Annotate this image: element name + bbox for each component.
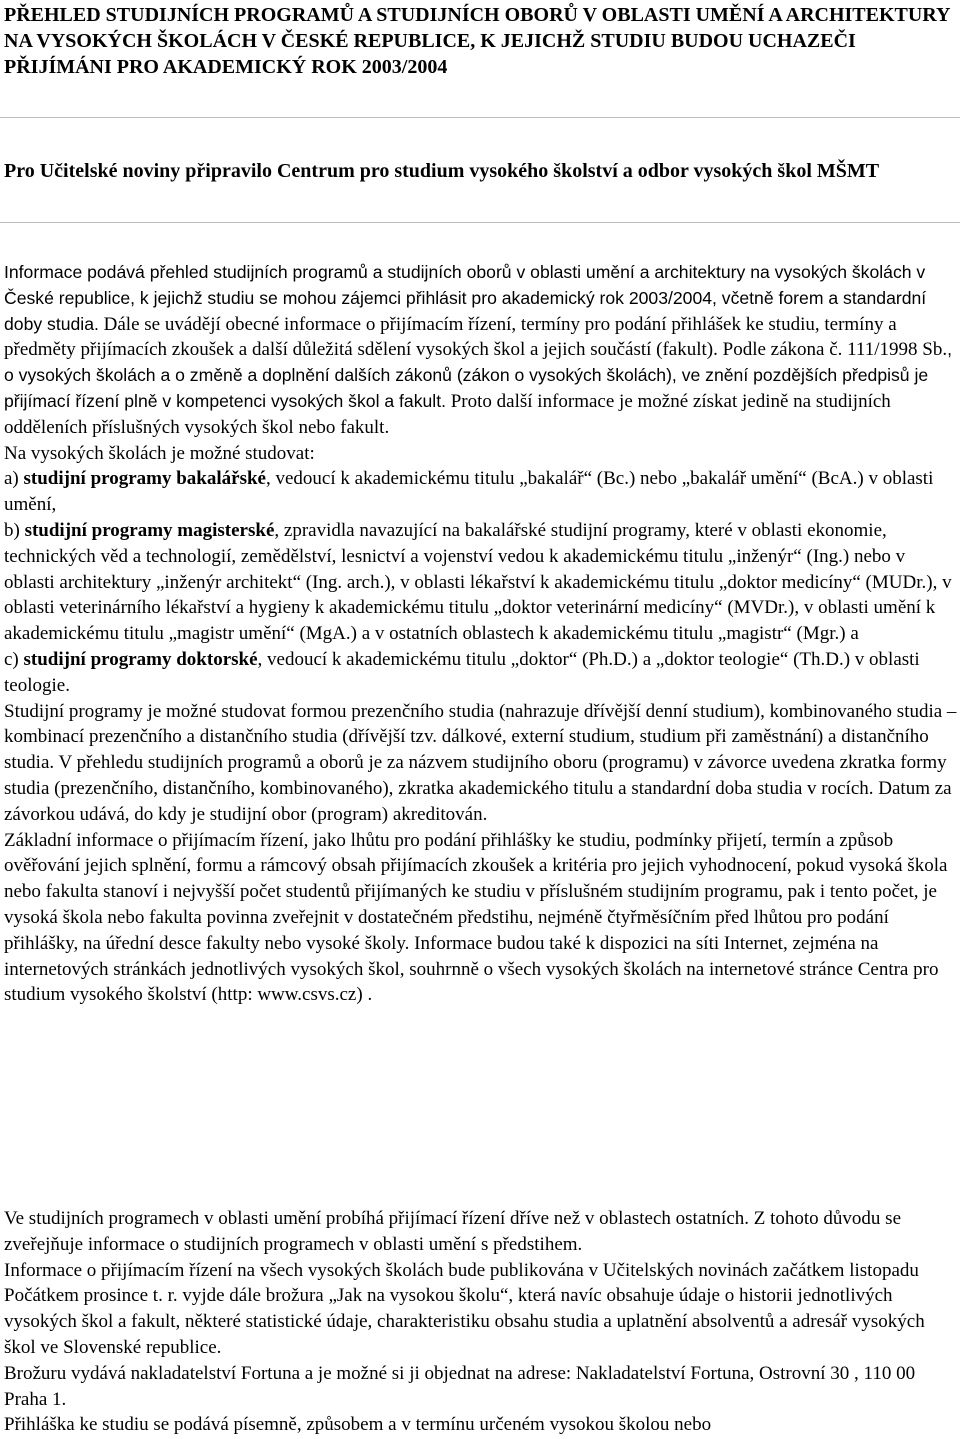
- brochure-order-paragraph: Brožuru vydává nakladatelství Fortuna a je možné si ji objednat na adrese: Nakladatelství Fortuna, Ostrovní 30 , 110 00 Praha 1.: [4, 1362, 916, 1410]
- list-marker: a): [4, 468, 24, 490]
- program-type-doctoral: studijní programy doktorské: [23, 648, 258, 670]
- list-item-master: [4, 518, 960, 647]
- list-marker: b): [4, 519, 25, 541]
- study-forms-text: Studijní programy je možné studovat formou prezenčního studia (nahrazuje dřívější denní studium), kombinovaného studia – kombinací prezenčního a distančního studia (dřívější tzv. dálkové, externí studium, studium při zaměstnání) a distančního studia.: [4, 700, 957, 774]
- list-item-text: , zpravidla navazující na bakalářské studijní programy, které v oblasti ekonomie, technických věd a technologií, zemědělství, lesnictví a vojenství vedou k akademickému titulu „inženýr“ (Ing.) nebo v oblasti architektury „inženýr architekt“ (Ing. arch.), v oblasti lékařství k akademickému titulu „doktor medicíny“ (MUDr.), v oblasti veterinárního lékařství a hygieny k akademickému titulu „doktor veterinární medicíny“ (MVDr.), v oblasti umění k akademickému titulu „magistr umění“ (MgA.) a v ostatních oblastech k akademickému titulu „magistr“ (Mgr.) a: [4, 519, 952, 645]
- intro-text: Proto další informace je možné získat jedině na studijních odděleních příslušných vysokých škol nebo fakult.: [4, 390, 891, 438]
- art-admission-paragraph: Ve studijních programech v oblasti umění probíhá přijímací řízení dříve než v oblastech ostatních. Z tohoto důvodu se zveřejňuje informace o studijních programech v oblasti umění s předstihem.: [4, 1208, 901, 1255]
- study-forms-paragraph: [4, 699, 960, 828]
- study-forms-text: V přehledu studijních programů a oborů je za názvem studijního oboru (programu) v závorce uvedena zkratka formy studia (prezenčního, distančního, kombinovaného), zkratka akademického titulu a standardní doba studia v rocích. Datum za závorkou udává, do kdy je studijní obor (program) akreditován.: [4, 752, 952, 825]
- program-type-bachelor: studijní programy bakalářské: [23, 468, 266, 490]
- intro-text-sans: Informace podává přehled studijních programů a studijních oborů v oblasti umění a architektury na vysokých školách v České republice, k jejichž studiu se mohou zájemci přihlásit pro akademický rok 2003/2004, včetně forem a standardní doby studia.: [4, 262, 927, 334]
- document-title: PŘEHLED STUDIJNÍCH PROGRAMŮ A STUDIJNÍCH OBORŮ V OBLASTI UMĚNÍ A ARCHITEKTURY NA VYSOKÝCH ŠKOLÁCH V ČESKÉ REPUBLICE, K JEJICHŽ STUDIU BUDOU UCHAZEČI PŘIJÍMÁNI PRO AKADEMICKÝ ROK 2003/2004: [4, 4, 950, 78]
- divider: [0, 117, 960, 118]
- document-body: [4, 260, 960, 1008]
- intro-text: Dále se uvádějí obecné informace o přijímacím řízení, termíny pro podání přihlášek ke studiu, termíny a předměty přijímacích zkoušek a další důležitá sdělení vysokých škol a jejich součástí (fakult). Podle zákona č. 111/1998 Sb.: [4, 313, 948, 361]
- admission-text: Základní informace o přijímacím řízení, jako lhůtu pro podání přihlášky ke studiu, podmínky přijetí, termín a způsob ověřování jejich splnění, formu a rámcový obsah přijímacích zkoušek a kritéria pro jejich vyhodnocení, pokud vysoká škola nebo fakulta stanoví i nejvyšší počet studentů přijímaných ke studiu v příslušném studijním programu, pak i tento počet, je vysoká škola nebo fakulta povinna zveřejnit v dostatečném předstihu, nejméně čtyřměsíčním před lhůtou pro podání přihlášky, na úřední desce fakulty nebo vysoké školy.: [4, 829, 948, 954]
- program-type-master: studijní programy magisterské: [24, 519, 275, 541]
- intro-paragraph: [4, 260, 960, 441]
- list-item-text: , vedoucí k akademickému titulu „doktor“ (Ph.D.) a „doktor teologie“ (Th.D.) v oblasti teologie.: [4, 648, 920, 696]
- list-item-text: , vedoucí k akademickému titulu „bakalář“ (Bc.) nebo „bakalář umění“ (BcA.) v oblasti umění,: [4, 468, 934, 516]
- publication-paragraph: Informace o přijímacím řízení na všech vysokých školách bude publikována v Učitelských novinách začátkem listopadu Počátkem prosince t. r. vyjde dále brožura „Jak na vysokou školu“, která navíc obsahuje údaje o historii jednotlivých vysokých škol a fakult, některé statistické údaje, charakteristiku obsahu studia a uplatnění absolventů a adresář vysokých škol ve Slovenské republice.: [4, 1259, 925, 1358]
- divider: [0, 222, 960, 223]
- may-study-line: Na vysokých školách je možné studovat:: [4, 442, 315, 464]
- list-item-bachelor: [4, 466, 960, 518]
- list-item-doctoral: [4, 647, 960, 699]
- document-subtitle: Pro Učitelské noviny připravilo Centrum pro studium vysokého školství a odbor vysokých škol MŠMT: [4, 160, 880, 182]
- intro-text-sans: , o vysokých školách a o změně a doplnění dalších zákonů (zákon o vysokých školách), ve znění pozdějších předpisů je přijímací řízení plně v kompetenci vysokých škol a fakult.: [4, 339, 952, 411]
- list-marker: c): [4, 648, 24, 670]
- document-body-continued: [4, 1206, 960, 1438]
- admission-text: Informace budou také k dispozici na síti Internet, zejména na internetových stránkách jednotlivých vysokých škol, souhrnně o všech vysokých školách na internetové stránce Centra pro studium vysokého školství (http: www.csvs.cz) .: [4, 932, 939, 1006]
- admission-paragraph: [4, 828, 960, 1009]
- application-paragraph: Přihláška ke studiu se podává písemně, způsobem a v termínu určeném vysokou školou nebo: [4, 1414, 712, 1436]
